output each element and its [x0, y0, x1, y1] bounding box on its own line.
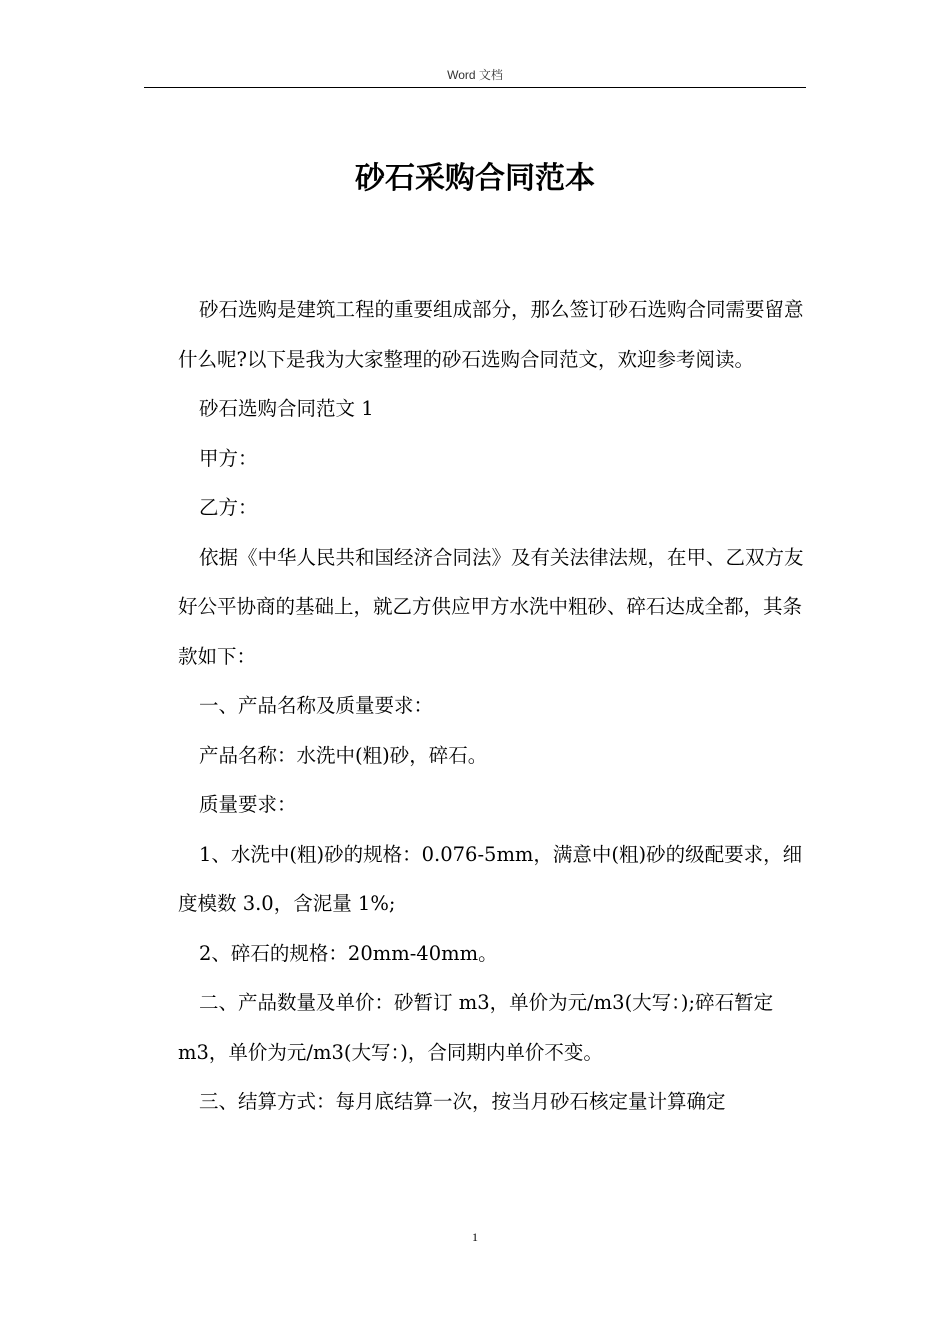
paragraph-gravel-spec: 2、碎石的规格：20mm-40mm。 [199, 941, 498, 965]
paragraph-clause-1-heading: 一、产品名称及质量要求： [199, 694, 434, 717]
paragraph-party-b: 乙方： [199, 496, 258, 519]
document-body [178, 285, 806, 1127]
paragraph-clause-2: 二、产品数量及单价：砂暂订 m3，单价为元/m3(大写：);碎石暂定 m3，单价为元/m3(大写：)，合同期内单价不变。 [178, 991, 774, 1064]
paragraph-sand-spec: 1、水洗中(粗)砂的规格：0.076-5mm，满意中(粗)砂的级配要求，细度模数 3.0，含泥量 1%; [178, 842, 803, 915]
paragraph-section-heading: 砂石选购合同范文 1 [199, 397, 374, 420]
paragraph-preamble: 依据《中华人民共和国经济合同法》及有关法律法规，在甲、乙双方友好公平协商的基础上，就乙方供应甲方水洗中粗砂、碎石达成全都，其条款如下： [178, 545, 804, 668]
paragraph-product-name: 产品名称：水洗中(粗)砂，碎石。 [199, 743, 488, 767]
header-divider [144, 87, 806, 88]
page-header: Word 文档 [447, 68, 503, 82]
paragraph-quality-heading: 质量要求： [199, 793, 297, 816]
document-title: 砂石采购合同范本 [355, 161, 595, 196]
paragraph-party-a: 甲方： [199, 446, 258, 470]
page-number: 1 [472, 1230, 478, 1244]
paragraph-intro: 砂石选购是建筑工程的重要组成部分，那么签订砂石选购合同需要留意什么呢?以下是我为大家整理的砂石选购合同范文，欢迎参考阅读。 [178, 298, 804, 371]
paragraph-clause-3: 三、结算方式：每月底结算一次，按当月砂石核定量计算确定 [199, 1090, 726, 1113]
